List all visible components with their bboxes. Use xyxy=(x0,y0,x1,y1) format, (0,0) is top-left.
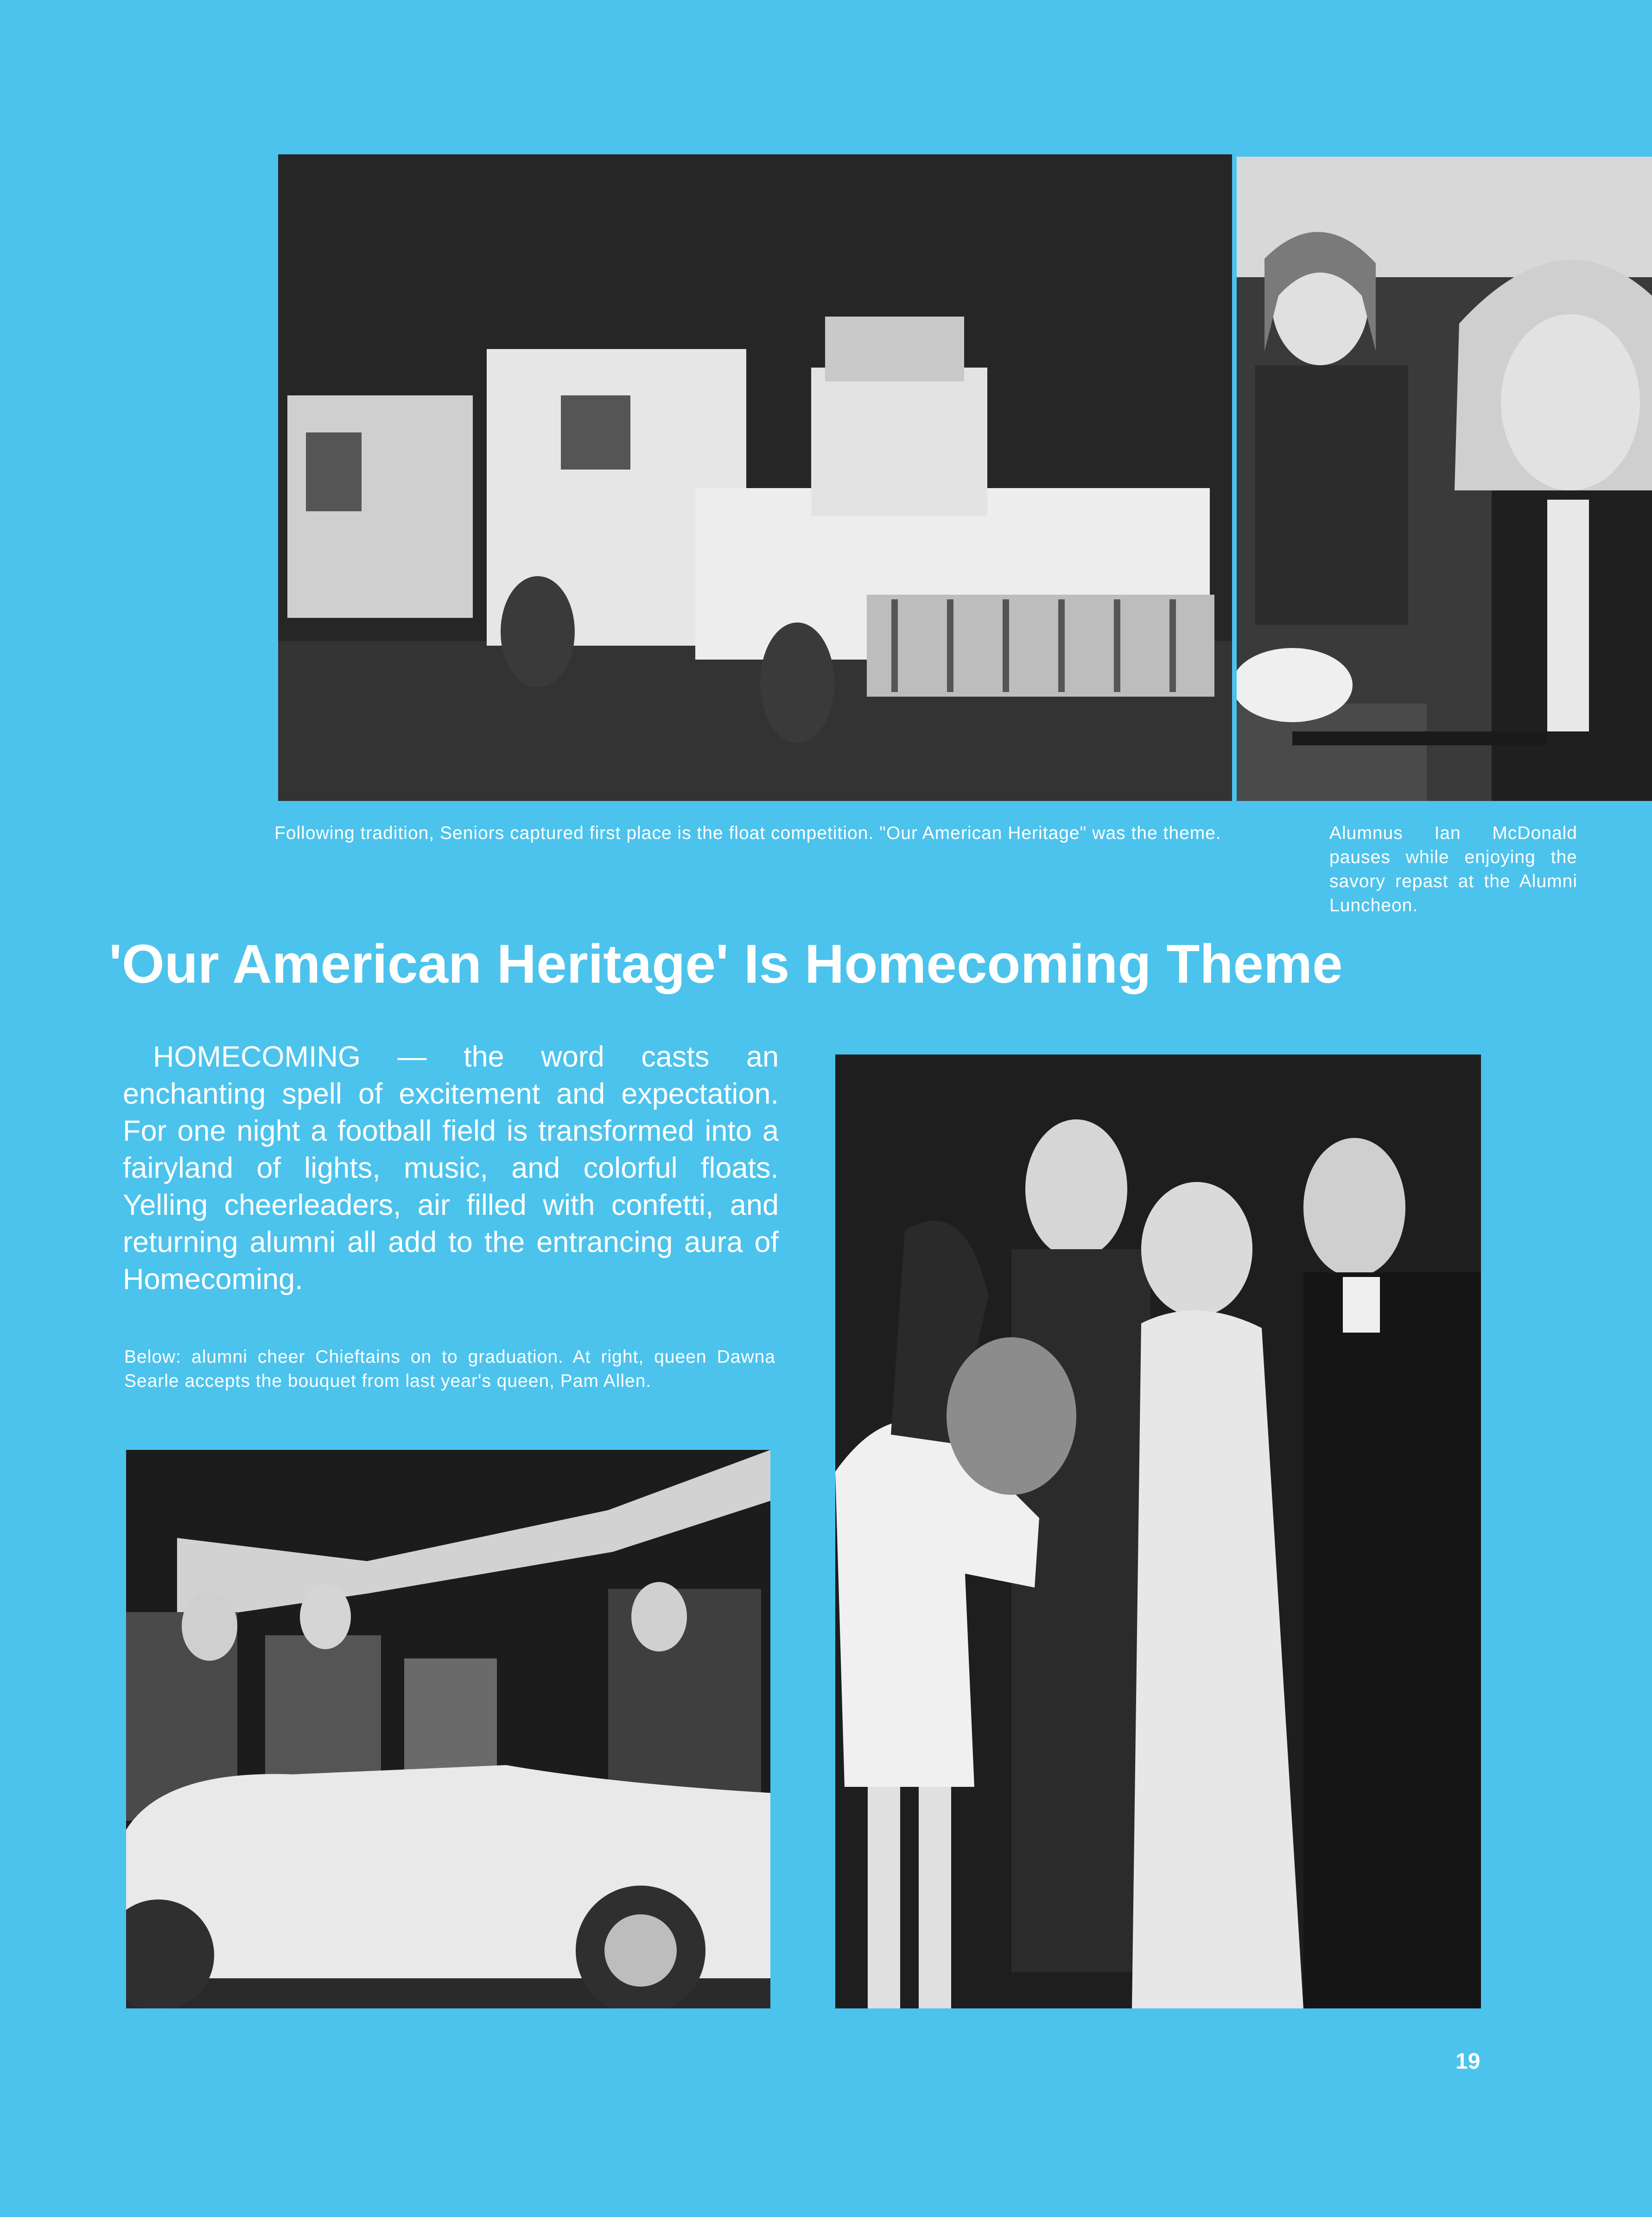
page-headline: 'Our American Heritage' Is Homecoming Theme xyxy=(109,934,1343,995)
alumni-convertible-photo xyxy=(126,1450,770,2008)
float-photo xyxy=(278,154,1232,801)
float-caption: Following tradition, Seniors captured first place is the float competition. "Our American Heritage" was the theme. xyxy=(274,823,1221,843)
alumnus-luncheon-photo xyxy=(1237,157,1652,801)
page-number: 19 xyxy=(1455,2049,1480,2074)
homecoming-queen-photo xyxy=(835,1055,1481,2008)
alumnus-caption: Alumnus Ian McDonald pauses while enjoying the savory repast at the Alumni Luncheon. xyxy=(1329,823,1577,915)
body-paragraph: HOMECOMING — the word casts an enchanting spell of excitement and expectation. For one night a football field is transformed into a fairyland of lights, music, and colorful floats. Yelling cheerleaders, air filled with confetti, and returning alumni all add to the entrancing aura of Homecoming. xyxy=(123,1041,779,1296)
below-caption: Below: alumni cheer Chieftains on to graduation. At right, queen Dawna Searle accepts the bouquet from last year's queen, Pam Allen. xyxy=(124,1347,775,1391)
